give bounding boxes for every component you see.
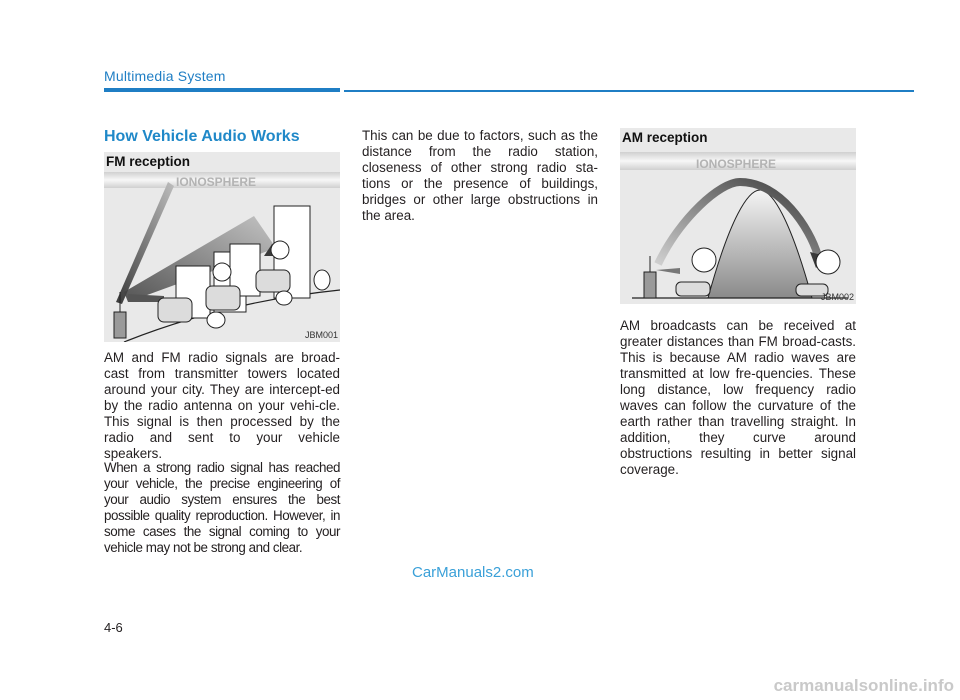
fm-figure-code: JBM001: [304, 330, 338, 340]
am-radio-tower: [644, 256, 656, 298]
fm-ionosphere-label: IONOSPHERE: [176, 175, 257, 189]
am-figure-title: AM reception: [622, 130, 708, 145]
watermark-link[interactable]: CarManuals2.com: [412, 564, 534, 581]
fm-figure-title: FM reception: [106, 154, 191, 169]
header-rule-thin: [344, 90, 914, 92]
header-rule-thick: [104, 88, 340, 92]
page-heading: How Vehicle Audio Works: [104, 128, 300, 145]
page-number: 4-6: [104, 620, 123, 635]
fm-reception-figure: [104, 152, 340, 342]
am-figure-code: JBM002: [820, 292, 854, 302]
am-ionosphere-label: IONOSPHERE: [696, 157, 777, 171]
paragraph-3: This can be due to factors, such as the distance from the radio station, closeness of other strong radio sta-tions or the presence of buildings, bridges or other large obstructions in the area.: [362, 128, 598, 223]
paragraph-1: AM and FM radio signals are broad-cast from transmitter towers located around your city. They are intercept-ed by the radio antenna on your vehi-cle. This signal is then processed by the radio and sent to your vehicle speakers.: [104, 350, 340, 461]
am-reception-figure: [620, 128, 856, 304]
paragraph-4: AM broadcasts can be received at greater distances than FM broad-casts. This is because AM radio waves are transmitted at low fre-quencies. These long distance, low frequency radio waves can follow the curvature of the earth rather than travelling straight. In addition, they curve around obstructions resulting in better signal coverage.: [620, 318, 856, 477]
paragraph-2: When a strong radio signal has reached your vehicle, the precise engineering of your audio system ensures the best possible quality reproduction. However, in some cases the signal coming to your vehicle may not be strong and clear.: [104, 460, 340, 555]
section-title: Multimedia System: [104, 68, 226, 84]
am-hill: [708, 190, 812, 298]
footer-watermark: carmanualsonline.info: [773, 676, 954, 695]
